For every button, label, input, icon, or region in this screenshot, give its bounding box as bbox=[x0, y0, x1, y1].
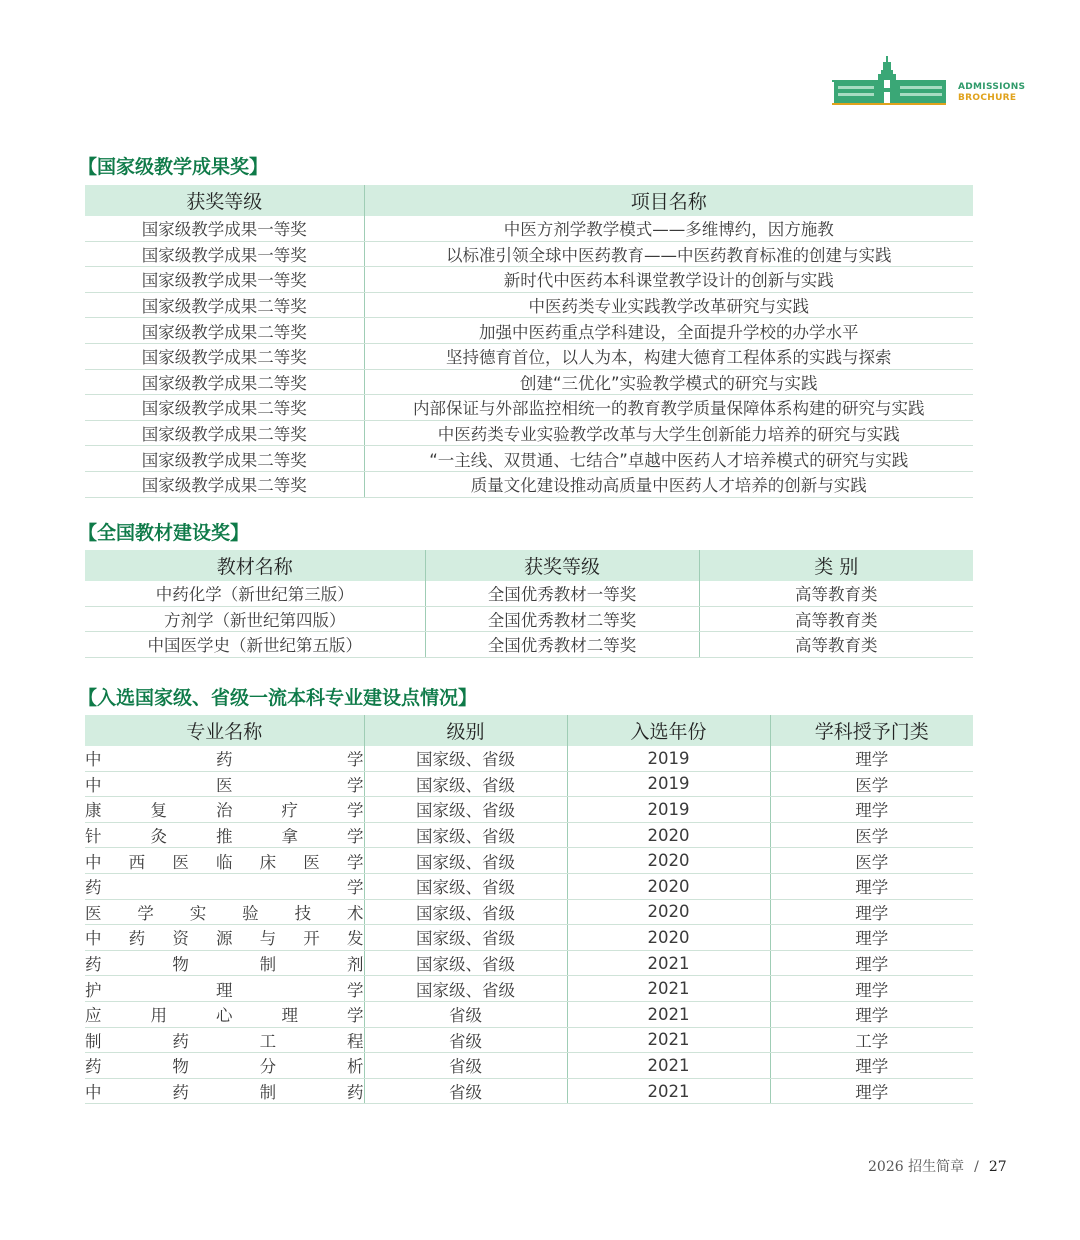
table-cell: 2019 bbox=[567, 771, 770, 797]
teaching-awards-table bbox=[85, 185, 973, 498]
table-cell bbox=[85, 848, 364, 874]
building-icon bbox=[832, 56, 950, 106]
table-cell: 国家级、省级 bbox=[364, 771, 567, 797]
major-name: 中 药 制 药 bbox=[85, 1083, 364, 1103]
textbook-awards-table bbox=[85, 550, 973, 658]
table-cell bbox=[85, 1001, 364, 1027]
table-cell: 2021 bbox=[567, 1078, 770, 1104]
table-cell: 国家级教学成果二等奖 bbox=[85, 369, 364, 395]
table-row bbox=[85, 925, 973, 951]
major-name: 针 灸 推 拿 学 bbox=[85, 827, 364, 847]
major-name: 应 用 心 理 学 bbox=[85, 1006, 364, 1026]
first-class-majors-table bbox=[85, 715, 973, 1104]
table-row bbox=[85, 420, 973, 446]
table-row bbox=[85, 581, 973, 606]
section-title-textbook-awards: 【全国教材建设奖】 bbox=[78, 522, 250, 544]
logo-line-1: ADMISSIONS bbox=[958, 82, 1026, 92]
table-row bbox=[85, 1001, 973, 1027]
table-cell: 省级 bbox=[364, 1078, 567, 1104]
table-cell: 理学 bbox=[770, 950, 973, 976]
logo-line-2: BROCHURE bbox=[958, 93, 1017, 103]
table-row bbox=[85, 395, 973, 421]
table-row bbox=[85, 471, 973, 497]
table-cell: 国家级、省级 bbox=[364, 848, 567, 874]
table-cell: 以标准引领全球中医药教育——中医药教育标准的创建与实践 bbox=[364, 241, 973, 267]
table-cell: 国家级教学成果二等奖 bbox=[85, 343, 364, 369]
table-cell bbox=[85, 899, 364, 925]
table-cell: 省级 bbox=[364, 1027, 567, 1053]
table-cell: 高等教育类 bbox=[699, 581, 973, 606]
table-cell: 医学 bbox=[770, 848, 973, 874]
table-row bbox=[85, 899, 973, 925]
table-cell: 高等教育类 bbox=[699, 606, 973, 632]
table-row bbox=[85, 976, 973, 1002]
column-header: 教材名称 bbox=[85, 550, 425, 581]
table-row bbox=[85, 216, 973, 241]
table-row bbox=[85, 848, 973, 874]
table-cell bbox=[85, 746, 364, 771]
table-cell: 新时代中医药本科课堂教学设计的创新与实践 bbox=[364, 267, 973, 293]
table-cell bbox=[85, 771, 364, 797]
table-cell: 理学 bbox=[770, 1078, 973, 1104]
brochure-logo bbox=[832, 56, 1026, 106]
table-cell: 2021 bbox=[567, 1001, 770, 1027]
table-cell: 中医药类专业实践教学改革研究与实践 bbox=[364, 292, 973, 318]
table-row bbox=[85, 1053, 973, 1079]
table-cell: 创建“三优化”实验教学模式的研究与实践 bbox=[364, 369, 973, 395]
major-name: 药 学 bbox=[85, 878, 364, 898]
table-cell: 2020 bbox=[567, 925, 770, 951]
table-cell: 国家级教学成果二等奖 bbox=[85, 292, 364, 318]
table-cell: 国家级、省级 bbox=[364, 925, 567, 951]
table-cell: 国家级教学成果一等奖 bbox=[85, 267, 364, 293]
table-cell: 全国优秀教材二等奖 bbox=[425, 632, 699, 658]
page-number: 27 bbox=[988, 1159, 1007, 1175]
table-cell: 全国优秀教材二等奖 bbox=[425, 606, 699, 632]
table-cell: 理学 bbox=[770, 1053, 973, 1079]
table-cell bbox=[85, 797, 364, 823]
table-cell: 国家级、省级 bbox=[364, 950, 567, 976]
column-header: 类 别 bbox=[699, 550, 973, 581]
table-cell: 内部保证与外部监控相统一的教育教学质量保障体系构建的研究与实践 bbox=[364, 395, 973, 421]
table-cell: 理学 bbox=[770, 873, 973, 899]
table-row bbox=[85, 771, 973, 797]
table-cell: 国家级教学成果二等奖 bbox=[85, 318, 364, 344]
table-cell bbox=[85, 976, 364, 1002]
table-cell: 医学 bbox=[770, 771, 973, 797]
table-row bbox=[85, 241, 973, 267]
table-cell: 质量文化建设推动高质量中医药人才培养的创新与实践 bbox=[364, 471, 973, 497]
table-cell: 中药化学（新世纪第三版） bbox=[85, 581, 425, 606]
table-cell: 医学 bbox=[770, 822, 973, 848]
major-name: 中 西 医 临 床 医 学 bbox=[85, 852, 364, 872]
table-row bbox=[85, 746, 973, 771]
table-cell bbox=[85, 950, 364, 976]
table-cell: 国家级教学成果二等奖 bbox=[85, 446, 364, 472]
table-cell: 2020 bbox=[567, 873, 770, 899]
table-cell: 国家级、省级 bbox=[364, 746, 567, 771]
section-title-first-class-majors: 【入选国家级、省级一流本科专业建设点情况】 bbox=[78, 687, 478, 709]
table-cell: 理学 bbox=[770, 1001, 973, 1027]
table-cell: 2019 bbox=[567, 797, 770, 823]
table-cell: 2021 bbox=[567, 1053, 770, 1079]
table-cell: 理学 bbox=[770, 925, 973, 951]
table-row bbox=[85, 632, 973, 658]
logo-text bbox=[958, 82, 1025, 104]
column-header: 获奖等级 bbox=[85, 185, 364, 216]
table-cell: 国家级、省级 bbox=[364, 822, 567, 848]
table-cell: 国家级、省级 bbox=[364, 976, 567, 1002]
table-cell: 全国优秀教材一等奖 bbox=[425, 581, 699, 606]
major-name: 护 理 学 bbox=[85, 980, 364, 1000]
table-cell: 国家级教学成果一等奖 bbox=[85, 216, 364, 241]
table-row bbox=[85, 950, 973, 976]
table-cell: 中国医学史（新世纪第五版） bbox=[85, 632, 425, 658]
table-cell: 国家级教学成果二等奖 bbox=[85, 471, 364, 497]
column-header: 项目名称 bbox=[364, 185, 973, 216]
table-cell: 国家级、省级 bbox=[364, 797, 567, 823]
table-cell bbox=[85, 925, 364, 951]
table-cell: 高等教育类 bbox=[699, 632, 973, 658]
table-row bbox=[85, 292, 973, 318]
column-header: 入选年份 bbox=[567, 715, 770, 746]
major-name: 制 药 工 程 bbox=[85, 1031, 364, 1051]
table-row bbox=[85, 343, 973, 369]
table-row bbox=[85, 446, 973, 472]
page-footer bbox=[868, 1156, 1007, 1176]
table-cell: 2020 bbox=[567, 899, 770, 925]
table-cell: 理学 bbox=[770, 899, 973, 925]
table-cell: 国家级教学成果二等奖 bbox=[85, 420, 364, 446]
column-header: 获奖等级 bbox=[425, 550, 699, 581]
table-cell: 2021 bbox=[567, 1027, 770, 1053]
table-row bbox=[85, 1078, 973, 1104]
table-cell: “一主线、双贯通、七结合”卓越中医药人才培养模式的研究与实践 bbox=[364, 446, 973, 472]
table-row bbox=[85, 1027, 973, 1053]
footer-separator: / bbox=[974, 1159, 979, 1175]
table-row bbox=[85, 873, 973, 899]
table-row bbox=[85, 606, 973, 632]
table-cell: 理学 bbox=[770, 746, 973, 771]
table-cell: 方剂学（新世纪第四版） bbox=[85, 606, 425, 632]
table-cell bbox=[85, 1027, 364, 1053]
table-cell: 加强中医药重点学科建设，全面提升学校的办学水平 bbox=[364, 318, 973, 344]
column-header: 级别 bbox=[364, 715, 567, 746]
table-cell: 坚持德育首位，以人为本，构建大德育工程体系的实践与探索 bbox=[364, 343, 973, 369]
table-cell: 理学 bbox=[770, 976, 973, 1002]
table-cell: 国家级、省级 bbox=[364, 899, 567, 925]
major-name: 中 药 资 源 与 开 发 bbox=[85, 929, 364, 949]
major-name: 康 复 治 疗 学 bbox=[85, 801, 364, 821]
major-name: 药 物 制 剂 bbox=[85, 955, 364, 975]
table-cell: 2021 bbox=[567, 976, 770, 1002]
major-name: 中 医 学 bbox=[85, 775, 364, 795]
table-row bbox=[85, 267, 973, 293]
table-cell: 2020 bbox=[567, 848, 770, 874]
table-cell bbox=[85, 1078, 364, 1104]
table-cell: 理学 bbox=[770, 797, 973, 823]
table-cell bbox=[85, 1053, 364, 1079]
table-cell: 2019 bbox=[567, 746, 770, 771]
column-header: 专业名称 bbox=[85, 715, 364, 746]
table-cell: 省级 bbox=[364, 1053, 567, 1079]
table-cell: 工学 bbox=[770, 1027, 973, 1053]
footer-text: 2026 招生简章 bbox=[868, 1159, 965, 1175]
table-cell: 2021 bbox=[567, 950, 770, 976]
table-row bbox=[85, 369, 973, 395]
major-name: 医 学 实 验 技 术 bbox=[85, 903, 364, 923]
table-cell: 国家级、省级 bbox=[364, 873, 567, 899]
table-cell: 中医药类专业实验教学改革与大学生创新能力培养的研究与实践 bbox=[364, 420, 973, 446]
table-cell: 2020 bbox=[567, 822, 770, 848]
column-header: 学科授予门类 bbox=[770, 715, 973, 746]
section-title-teaching-awards: 【国家级教学成果奖】 bbox=[78, 156, 269, 178]
table-row bbox=[85, 822, 973, 848]
major-name: 中 药 学 bbox=[85, 750, 364, 770]
major-name: 药 物 分 析 bbox=[85, 1057, 364, 1077]
table-cell: 国家级教学成果二等奖 bbox=[85, 395, 364, 421]
table-cell bbox=[85, 873, 364, 899]
table-cell: 国家级教学成果一等奖 bbox=[85, 241, 364, 267]
table-cell: 中医方剂学教学模式——多维博约，因方施教 bbox=[364, 216, 973, 241]
table-row bbox=[85, 797, 973, 823]
table-row bbox=[85, 318, 973, 344]
table-cell: 省级 bbox=[364, 1001, 567, 1027]
table-cell bbox=[85, 822, 364, 848]
